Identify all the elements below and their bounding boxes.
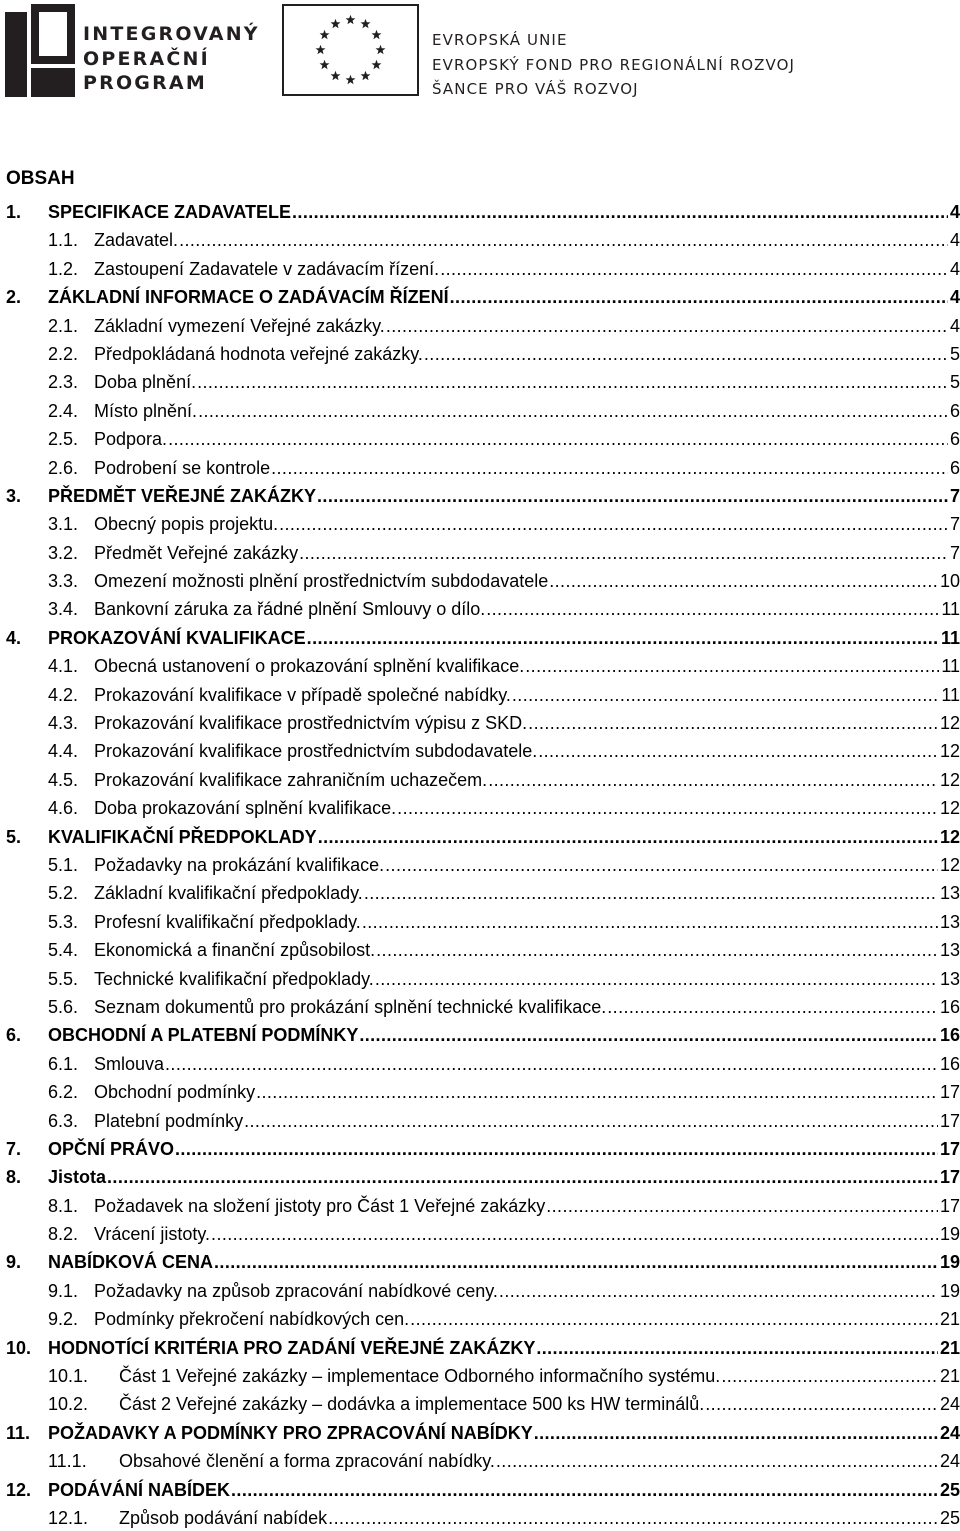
toc-entry-page: 21 [939, 1309, 960, 1330]
toc-entry-number: 3.1. [48, 514, 79, 535]
toc-entry-title: Požadavky na způsob zpracování nabídkové ceny. [94, 1280, 498, 1301]
toc-entry-title: Seznam dokumentů pro prokázání splnění technické kvalifikace. [94, 996, 607, 1017]
toc-entry-number: 6.2. [48, 1082, 79, 1103]
toc-entry[interactable] [0, 680, 960, 708]
toc-title: OBSAH [6, 168, 75, 189]
toc-entry-title: Omezení možnosti plnění prostřednictvím subdodavatele [94, 571, 549, 592]
toc-entry-title: Obchodní podmínky [94, 1082, 256, 1103]
toc-entry-number: 9.2. [48, 1309, 79, 1330]
toc-dot-leader [165, 1053, 938, 1075]
toc-entry[interactable] [0, 367, 960, 395]
toc-entry[interactable] [0, 736, 960, 764]
toc-entry[interactable] [0, 1162, 960, 1190]
toc-entry-line [48, 1422, 960, 1444]
toc-entry-title: POŽADAVKY A PODMÍNKY PRO ZPRACOVÁNÍ NABÍDKY [48, 1422, 533, 1443]
toc-entry-page: 4 [949, 315, 960, 336]
toc-entry-page: 21 [939, 1337, 960, 1358]
toc-dot-leader [175, 1138, 938, 1160]
toc-entry-line [48, 1138, 960, 1160]
toc-entry-number: 10.1. [48, 1366, 89, 1387]
toc-entry-line [94, 1195, 960, 1217]
toc-entry-number: 4. [6, 627, 22, 648]
toc-entry-line [94, 542, 960, 564]
toc-entry-title: Základní kvalifikační předpoklady. [94, 883, 363, 904]
toc-entry[interactable] [0, 1247, 960, 1275]
toc-entry-number: 5. [6, 826, 22, 847]
toc-entry-number: 6.3. [48, 1110, 79, 1131]
toc-entry-page: 13 [939, 883, 960, 904]
toc-entry-number: 7. [6, 1138, 22, 1159]
toc-dot-leader [705, 1393, 938, 1415]
toc-dot-leader [328, 1507, 938, 1529]
toc-entry-title: KVALIFIKAČNÍ PŘEDPOKLADY [48, 826, 317, 847]
toc-entry-title: Předmět Veřejné zakázky [94, 542, 299, 563]
toc-entry-page: 13 [939, 940, 960, 961]
toc-entry-title: HODNOTÍCÍ KRITÉRIA PRO ZADÁNÍ VEŘEJNÉ ZAKÁZKY [48, 1337, 536, 1358]
toc-dot-leader [271, 457, 948, 479]
toc-dot-leader [211, 1223, 938, 1245]
toc-entry-line [94, 371, 960, 393]
toc-entry-number: 4.4. [48, 741, 79, 762]
toc-dot-leader [376, 939, 938, 961]
toc-entry-title: NABÍDKOVÁ CENA [48, 1252, 214, 1273]
toc-entry-page: 21 [939, 1366, 960, 1387]
iop-line: OPERAČNÍ [83, 47, 210, 70]
page-header [0, 0, 960, 110]
toc-entry-line [94, 882, 960, 904]
toc-entry-page: 17 [939, 1138, 960, 1159]
toc-entry-number: 2.2. [48, 343, 79, 364]
toc-entry[interactable] [0, 1134, 960, 1162]
toc-entry-title: Bankovní záruka za řádné plnění Smlouvy o dílo. [94, 599, 486, 620]
toc-entry-page: 5 [949, 372, 960, 393]
toc-entry-number: 12. [6, 1479, 32, 1500]
toc-entry-title: Smlouva [94, 1053, 165, 1074]
toc-entry-line [94, 1280, 960, 1302]
toc-entry[interactable] [0, 1049, 960, 1077]
toc-dot-leader [299, 542, 948, 564]
toc-entry-number: 11. [6, 1422, 31, 1443]
toc-entry-title: Platební podmínky [94, 1110, 244, 1131]
toc-entry-number: 2.1. [48, 315, 79, 336]
toc-entry-title: Podrobení se kontrole [94, 457, 271, 478]
toc-dot-leader [375, 968, 938, 990]
toc-dot-leader [317, 485, 948, 507]
toc-entry-number: 4.5. [48, 769, 79, 790]
eu-line: EVROPSKÁ UNIE [432, 31, 568, 49]
toc-entry-title: ZÁKLADNÍ INFORMACE O ZADÁVACÍM ŘÍZENÍ [48, 287, 449, 308]
toc-entry-page: 11 [940, 627, 960, 648]
toc-entry-line [48, 201, 960, 223]
toc-entry-line [94, 1081, 960, 1103]
toc-entry-line [94, 457, 960, 479]
toc-entry-line [94, 854, 960, 876]
toc-entry[interactable] [0, 311, 960, 339]
toc-entry-number: 5.1. [48, 854, 79, 875]
toc-entry-page: 4 [949, 202, 960, 222]
toc-entry-title: PŘEDMĚT VEŘEJNÉ ZAKÁZKY [48, 485, 317, 506]
toc-entry-page: 6 [949, 429, 960, 450]
toc-dot-leader [424, 343, 948, 365]
toc-dot-leader [440, 258, 948, 280]
toc-entry-number: 9.1. [48, 1280, 79, 1301]
toc-dot-leader [307, 627, 939, 649]
toc-entry-line [48, 286, 960, 308]
toc-entry[interactable] [0, 594, 960, 622]
toc-entry[interactable] [0, 1219, 960, 1247]
toc-entry-number: 5.4. [48, 940, 79, 961]
eu-line: ŠANCE PRO VÁŠ ROZVOJ [432, 80, 639, 98]
toc-entry-page: 25 [939, 1479, 960, 1500]
toc-entry-line [94, 911, 960, 933]
toc-entry-number: 10.2. [48, 1394, 89, 1415]
toc-entry[interactable] [0, 339, 960, 367]
toc-entry-line [94, 1053, 960, 1075]
toc-entry[interactable] [0, 538, 960, 566]
toc-dot-leader [197, 371, 948, 393]
toc-dot-leader [546, 1195, 938, 1217]
toc-entry-line [94, 769, 960, 791]
toc-entry-page: 19 [939, 1224, 960, 1245]
toc-entry[interactable] [0, 907, 960, 935]
toc-entry-number: 5.5. [48, 968, 79, 989]
toc-entry-page: 12 [939, 741, 960, 762]
toc-entry-line [94, 315, 960, 337]
toc-entry-title: Zadavatel. [94, 230, 179, 251]
toc-entry-title: Podpora. [94, 429, 168, 450]
toc-entry-number: 6. [6, 1025, 22, 1046]
toc-entry[interactable] [0, 1191, 960, 1219]
toc-dot-leader [385, 854, 938, 876]
toc-entry-number: 6.1. [48, 1053, 79, 1074]
toc-entry-line [48, 485, 960, 507]
toc-entry-title: Obecná ustanovení o prokazování splnění kvalifikace. [94, 656, 525, 677]
toc-dot-leader [450, 286, 948, 308]
toc-entry-number: 8.2. [48, 1224, 79, 1245]
iop-line: PROGRAM [83, 72, 207, 94]
toc-entry-number: 1. [6, 202, 22, 222]
toc-entry-number: 8. [6, 1167, 22, 1188]
toc-entry-page: 12 [939, 854, 960, 875]
toc-entry[interactable] [0, 197, 960, 225]
toc-entry-title: Doba prokazování splnění kvalifikace. [94, 798, 397, 819]
toc-entry-title: SPECIFIKACE ZADAVATELE [48, 202, 292, 222]
toc-entry-title: Doba plnění. [94, 372, 197, 393]
eu-logo-text [432, 28, 795, 102]
toc-entry-title: Způsob podávání nabídek [119, 1507, 328, 1528]
toc-entry[interactable] [0, 453, 960, 481]
toc-entry-page: 11 [941, 684, 960, 705]
toc-entry-title: Prokazování kvalifikace prostřednictvím výpisu z SKD. [94, 713, 528, 734]
toc-entry-line [94, 343, 960, 365]
toc-entry[interactable] [0, 282, 960, 310]
toc-entry-line [119, 1507, 960, 1529]
toc-entry-line [94, 258, 960, 280]
toc-entry-page: 10 [939, 571, 960, 592]
toc-entry-title: Místo plnění. [94, 400, 198, 421]
toc-dot-leader [534, 1422, 938, 1444]
toc-entry[interactable] [0, 651, 960, 679]
toc-dot-leader [198, 400, 948, 422]
toc-entry-title: PODÁVÁNÍ NABÍDEK [48, 1479, 231, 1500]
toc-entry-line [94, 428, 960, 450]
toc-entry-number: 3.3. [48, 571, 79, 592]
toc-dot-leader [488, 769, 938, 791]
toc-entry-page: 19 [939, 1252, 960, 1273]
eu-flag-icon [282, 4, 419, 96]
toc-entry[interactable] [0, 481, 960, 509]
toc-dot-leader [362, 911, 938, 933]
toc-entry-line [94, 797, 960, 819]
toc-entry[interactable] [0, 1446, 960, 1474]
toc-dot-leader [256, 1081, 938, 1103]
toc-entry-line [94, 1308, 960, 1330]
toc-entry-number: 2.4. [48, 400, 79, 421]
toc-entry-page: 24 [939, 1422, 960, 1443]
toc-entry-page: 16 [939, 1025, 960, 1046]
toc-entry-title: OPČNÍ PRÁVO [48, 1138, 175, 1159]
toc-entry-title: OBCHODNÍ A PLATEBNÍ PODMÍNKY [48, 1025, 359, 1046]
toc-entry-line [48, 1166, 960, 1188]
toc-entry-page: 16 [939, 996, 960, 1017]
toc-entry-number: 8.1. [48, 1195, 79, 1216]
toc-entry-number: 2.5. [48, 429, 79, 450]
toc-dot-leader [528, 712, 938, 734]
toc-entry[interactable] [0, 765, 960, 793]
toc-entry-number: 5.6. [48, 996, 79, 1017]
toc-entry[interactable] [0, 566, 960, 594]
toc-dot-leader [279, 513, 948, 535]
toc-entry-number: 5.2. [48, 883, 79, 904]
toc-entry-number: 3.4. [48, 599, 79, 620]
table-of-contents [0, 197, 960, 1531]
toc-entry[interactable] [0, 1333, 960, 1361]
toc-entry-line [48, 826, 960, 848]
toc-dot-leader [607, 996, 938, 1018]
toc-entry-page: 7 [949, 542, 960, 563]
toc-entry-line [94, 712, 960, 734]
toc-entry-title: Předpokládaná hodnota veřejné zakázky. [94, 343, 423, 364]
toc-dot-leader [536, 1337, 938, 1359]
toc-entry[interactable] [0, 935, 960, 963]
iop-line: INTEGROVANÝ [83, 23, 260, 45]
toc-entry-number: 4.6. [48, 798, 79, 819]
toc-dot-leader [486, 598, 939, 620]
toc-entry[interactable] [0, 964, 960, 992]
toc-entry-line [119, 1393, 960, 1415]
toc-entry-number: 12.1. [48, 1507, 89, 1528]
toc-dot-leader [496, 1450, 938, 1472]
toc-dot-leader [499, 1280, 938, 1302]
toc-entry[interactable] [0, 1304, 960, 1332]
toc-entry-page: 11 [941, 656, 960, 677]
iop-logo-mark-icon [5, 2, 75, 97]
toc-dot-leader [292, 201, 948, 223]
toc-entry-page: 4 [949, 287, 960, 308]
toc-entry-page: 24 [939, 1394, 960, 1415]
toc-entry-page: 6 [949, 400, 960, 421]
toc-entry[interactable] [0, 992, 960, 1020]
toc-entry-title: Část 1 Veřejné zakázky – implementace Odborného informačního systému. [119, 1366, 721, 1387]
toc-entry-line [94, 400, 960, 422]
toc-entry-page: 24 [939, 1451, 960, 1472]
toc-dot-leader [549, 570, 938, 592]
toc-entry-page: 13 [939, 911, 960, 932]
toc-dot-leader [538, 740, 938, 762]
toc-entry-title: Obecný popis projektu. [94, 514, 279, 535]
toc-entry-line [94, 996, 960, 1018]
toc-entry[interactable] [0, 708, 960, 736]
toc-entry[interactable] [0, 1276, 960, 1304]
toc-entry-page: 11 [941, 599, 960, 620]
toc-dot-leader [386, 315, 948, 337]
toc-entry-line [48, 1024, 960, 1046]
toc-entry[interactable] [0, 623, 960, 651]
toc-entry[interactable] [0, 254, 960, 282]
toc-entry-line [119, 1365, 960, 1387]
toc-dot-leader [168, 428, 948, 450]
toc-entry[interactable] [0, 396, 960, 424]
toc-entry-page: 13 [939, 968, 960, 989]
toc-entry-line [94, 968, 960, 990]
toc-entry-line [94, 740, 960, 762]
toc-entry-title: Zastoupení Zadavatele v zadávacím řízení. [94, 258, 440, 279]
toc-dot-leader [107, 1166, 938, 1188]
toc-entry-number: 3. [6, 485, 22, 506]
toc-entry[interactable] [0, 850, 960, 878]
toc-entry-number: 1.2. [48, 258, 79, 279]
toc-entry-page: 4 [949, 230, 960, 251]
toc-entry-line [94, 513, 960, 535]
toc-entry-number: 2.6. [48, 457, 79, 478]
toc-entry-number: 1.1. [48, 230, 79, 251]
toc-dot-leader [364, 882, 938, 904]
toc-entry-title: Prokazování kvalifikace zahraničním uchazečem. [94, 769, 488, 790]
toc-entry-title: Požadavky na prokázání kvalifikace. [94, 854, 385, 875]
toc-entry-title: Základní vymezení Veřejné zakázky. [94, 315, 385, 336]
toc-entry-page: 12 [939, 826, 960, 847]
toc-entry-line [119, 1450, 960, 1472]
toc-entry-number: 11.1. [48, 1451, 87, 1472]
toc-dot-leader [231, 1479, 938, 1501]
toc-entry-title: Prokazování kvalifikace prostřednictvím subdodavatele. [94, 741, 538, 762]
toc-entry-title: Podmínky překročení nabídkových cen. [94, 1309, 410, 1330]
toc-dot-leader [318, 826, 938, 848]
toc-entry-number: 9. [6, 1252, 22, 1273]
toc-entry-title: Technické kvalifikační předpoklady. [94, 968, 374, 989]
toc-entry-number: 5.3. [48, 911, 79, 932]
toc-entry-number: 2. [6, 287, 22, 308]
toc-entry-number: 4.3. [48, 713, 79, 734]
toc-entry-page: 5 [949, 343, 960, 364]
toc-entry[interactable] [0, 1077, 960, 1105]
toc-entry[interactable] [0, 878, 960, 906]
eu-line: EVROPSKÝ FOND PRO REGIONÁLNÍ ROZVOJ [432, 55, 796, 74]
toc-entry-page: 16 [939, 1053, 960, 1074]
toc-entry[interactable] [0, 822, 960, 850]
toc-entry-line [94, 1110, 960, 1132]
toc-entry[interactable] [0, 424, 960, 452]
toc-entry-page: 6 [949, 457, 960, 478]
toc-entry-line [94, 570, 960, 592]
toc-entry-number: 2.3. [48, 372, 79, 393]
toc-entry[interactable] [0, 1418, 960, 1446]
toc-entry-page: 12 [939, 713, 960, 734]
toc-dot-leader [525, 655, 939, 677]
toc-entry-title: Obsahové členění a forma zpracování nabídky. [119, 1451, 495, 1472]
toc-entry-line [94, 939, 960, 961]
toc-dot-leader [244, 1110, 938, 1132]
toc-entry-line [48, 1479, 960, 1501]
toc-entry-title: Jistota [48, 1167, 107, 1188]
toc-entry-number: 4.1. [48, 656, 79, 677]
toc-entry-line [94, 1223, 960, 1245]
toc-dot-leader [359, 1024, 938, 1046]
toc-entry-page: 25 [939, 1507, 960, 1528]
toc-entry-page: 17 [939, 1167, 960, 1188]
toc-dot-leader [410, 1308, 938, 1330]
toc-entry[interactable] [0, 1361, 960, 1389]
toc-dot-leader [397, 797, 938, 819]
toc-entry-page: 17 [939, 1082, 960, 1103]
toc-entry-number: 3.2. [48, 542, 79, 563]
toc-entry-title: Profesní kvalifikační předpoklady. [94, 911, 361, 932]
toc-entry[interactable] [0, 1106, 960, 1134]
iop-logo-text [83, 22, 260, 96]
toc-entry-line [94, 684, 960, 706]
toc-dot-leader [214, 1251, 938, 1273]
toc-dot-leader [721, 1365, 938, 1387]
toc-entry[interactable] [0, 1020, 960, 1048]
toc-entry-number: 4.2. [48, 684, 79, 705]
toc-entry-line [48, 627, 960, 649]
toc-entry-page: 19 [939, 1280, 960, 1301]
toc-entry-line [48, 1251, 960, 1273]
toc-entry[interactable] [0, 225, 960, 253]
toc-entry[interactable] [0, 1389, 960, 1417]
toc-entry-title: Část 2 Veřejné zakázky – dodávka a implementace 500 ks HW terminálů. [119, 1394, 705, 1415]
toc-entry[interactable] [0, 509, 960, 537]
toc-entry-title: PROKAZOVÁNÍ KVALIFIKACE [48, 627, 306, 648]
toc-entry-line [48, 1337, 960, 1359]
toc-entry[interactable] [0, 1475, 960, 1503]
toc-entry-title: Ekonomická a finanční způsobilost. [94, 940, 376, 961]
toc-entry-title: Vrácení jistoty. [94, 1224, 211, 1245]
toc-entry-number: 10. [6, 1337, 32, 1358]
toc-dot-leader [179, 229, 948, 251]
toc-entry-page: 4 [949, 258, 960, 279]
toc-entry-page: 12 [939, 769, 960, 790]
toc-entry[interactable] [0, 793, 960, 821]
toc-entry-page: 7 [949, 514, 960, 535]
toc-entry-line [94, 229, 960, 251]
toc-entry-title: Požadavek na složení jistoty pro Část 1 Veřejné zakázky [94, 1195, 546, 1216]
toc-entry-page: 17 [939, 1195, 960, 1216]
toc-entry-page: 17 [939, 1110, 960, 1131]
toc-entry-page: 12 [939, 798, 960, 819]
toc-entry-page: 7 [949, 485, 960, 506]
toc-dot-leader [512, 684, 939, 706]
toc-entry-line [94, 598, 960, 620]
toc-entry-title: Prokazování kvalifikace v případě společné nabídky. [94, 684, 511, 705]
toc-entry-line [94, 655, 960, 677]
